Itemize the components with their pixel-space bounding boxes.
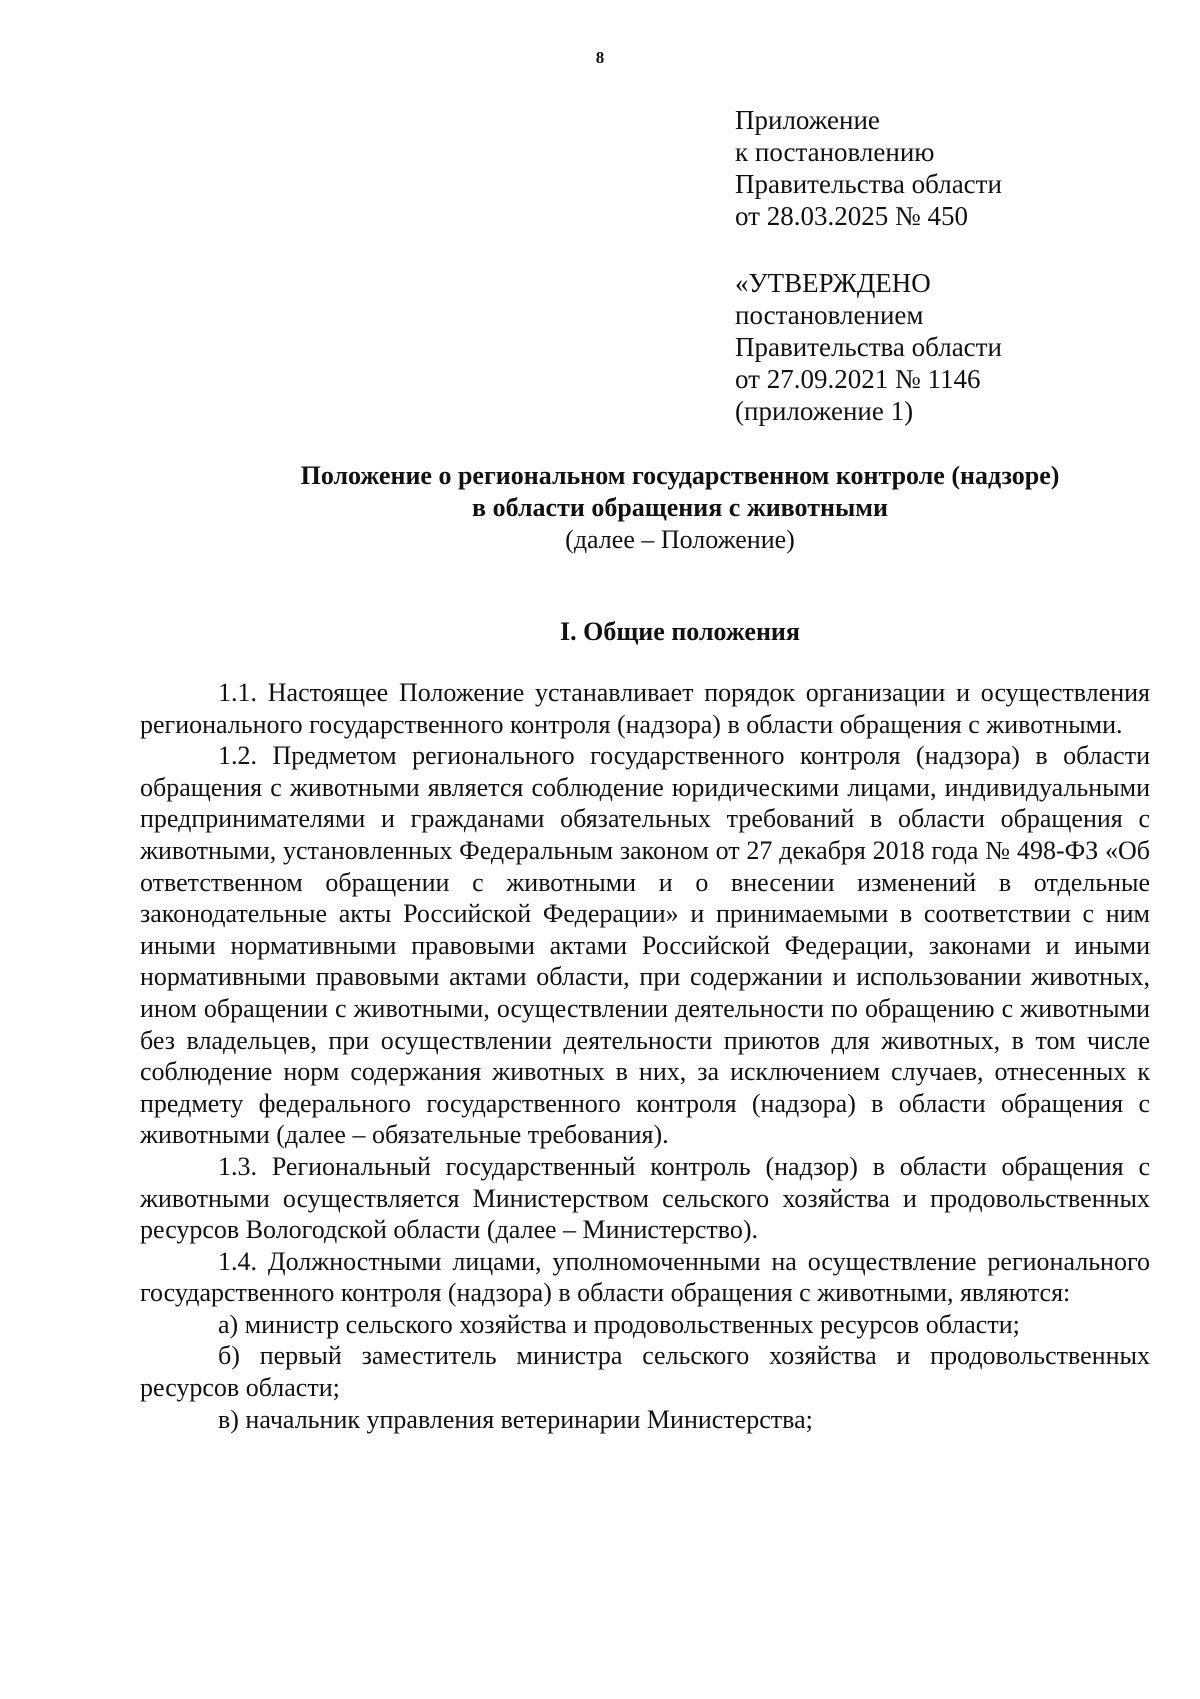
title-line: Положение о региональном государственном контроле (надзоре) — [300, 461, 1060, 490]
approved-line: «УТВЕРЖДЕНО — [735, 268, 931, 298]
document-title — [0, 460, 1200, 556]
section-heading: I. Общие положения — [560, 617, 800, 646]
document-body — [140, 677, 1150, 1435]
paragraph: 1.4. Должностными лицами, уполномоченными на осуществление регионального государственного контроля (надзора) в области обращения с животными, являются: — [140, 1246, 1150, 1308]
appendix-line: к постановлению — [735, 137, 935, 167]
list-item: в) начальник управления ветеринарии Министерства; — [218, 1404, 813, 1434]
page-number: 8 — [595, 48, 605, 67]
approval-stamp-block — [735, 267, 1002, 427]
appendix-line: от 28.03.2025 № 450 — [735, 201, 968, 231]
paragraph: 1.1. Настоящее Положение устанавливает порядок организации и осуществления регионального государственного контроля (надзора) в области обращения с животными. — [140, 678, 1150, 739]
paragraph: 1.2. Предметом регионального государственного контроля (надзора) в области обращения с животными является соблюдение юридическими лицами, индивидуальными предпринимателями и гражданами обязательных требований в области обращения с животными, установленных Федеральным законом от 27 декабря 2018 года № 498-ФЗ «Об ответственном обращении с животными и о внесении изменений в отдельные законодательные акты Российской Федерации» и принимаемыми в соответствии с ним иными нормативными правовыми актами Российской Федерации, законами и иными нормативными правовыми актами области, при содержании и использовании животных, ином обращении с животными, осуществлении деятельности по обращению с животными без владельцев, при осуществлении деятельности приютов для животных, в том числе соблюдение норм содержания животных в них, за исключением случаев, отнесенных к предмету федерального государственного контроля (надзора) в области обращения с животными (далее – обязательные требования). — [140, 741, 1150, 1150]
list-item: а) министр сельского хозяйства и продовольственных ресурсов области; — [218, 1309, 1020, 1339]
title-line: в области обращения с животными — [472, 493, 888, 522]
title-subtitle: (далее – Положение) — [565, 525, 795, 554]
approved-line: от 27.09.2021 № 1146 — [735, 364, 981, 394]
approved-line: Правительства области — [735, 332, 1002, 362]
approved-line: постановлением — [735, 300, 924, 330]
paragraph: 1.3. Региональный государственный контроль (надзор) в области обращения с животными осуществляется Министерством сельского хозяйства и продовольственных ресурсов Вологодской области (далее – Министерство). — [140, 1151, 1150, 1245]
appendix-line: Приложение — [735, 105, 880, 135]
appendix-reference-block — [735, 104, 1002, 232]
list-item: б) первый заместитель министра сельского хозяйства и продовольственных ресурсов области; — [140, 1341, 1150, 1403]
approved-line: (приложение 1) — [735, 396, 914, 426]
appendix-line: Правительства области — [735, 169, 1002, 199]
